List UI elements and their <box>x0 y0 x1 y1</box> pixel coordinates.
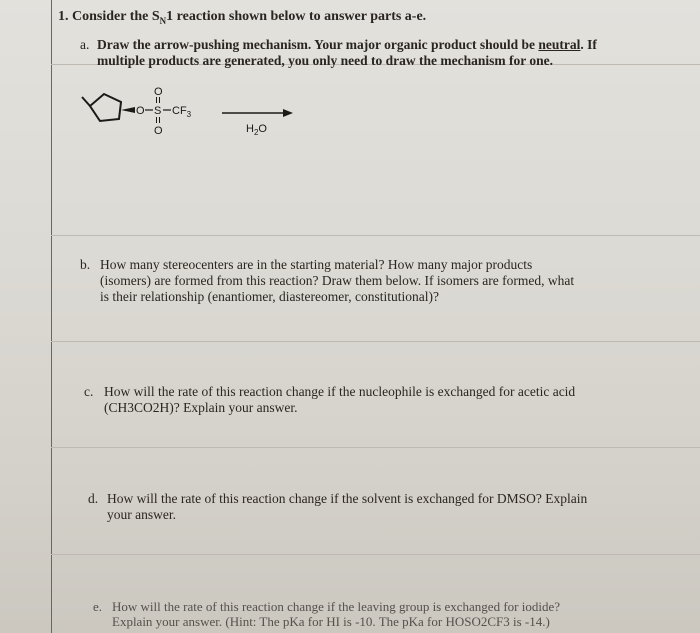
ruled-line <box>51 341 700 342</box>
question-intro-prefix: Consider the S <box>72 9 160 24</box>
oxygen-bottom: O <box>154 125 163 137</box>
question-header <box>58 9 426 29</box>
part-c-line1: How will the rate of this reaction change if the nucleophile is exchanged for acetic acid <box>104 384 576 399</box>
question-intro-sub: N <box>159 15 167 26</box>
part-a-letter: a. <box>80 37 90 52</box>
part-a-line2: multiple products are generated, you only need to draw the mechanism for one. <box>97 53 553 68</box>
part-d-letter: d. <box>88 491 99 506</box>
ruled-line <box>51 235 700 236</box>
part-b-line2: (isomers) are formed from this reaction? Draw them below. If isomers are formed, what <box>100 273 575 288</box>
o-linker: O <box>136 105 145 117</box>
part-a-line1-prefix: Draw the arrow-pushing mechanism. Your major organic product should be <box>97 37 539 52</box>
part-b-line1: How many stereocenters are in the starting material? How many major products <box>100 257 533 272</box>
reaction-scheme <box>80 80 310 152</box>
question-number: 1. <box>58 9 69 24</box>
reagent-label <box>246 123 267 137</box>
part-a-line1 <box>97 37 597 53</box>
part-d-line2: your answer. <box>107 507 176 522</box>
reagent-prefix: H <box>246 123 254 135</box>
part-b-line3: is their relationship (enantiomer, diastereomer, constitutional)? <box>100 289 439 304</box>
oxygen-top: O <box>154 86 163 98</box>
part-e-letter: e. <box>93 599 103 614</box>
part-a-emphasis: neutral <box>538 37 581 52</box>
wedge-bond <box>121 107 135 113</box>
ruled-line <box>51 554 700 555</box>
cf3-prefix: CF <box>172 105 187 117</box>
arrow-head <box>283 109 293 117</box>
ruled-line <box>51 447 700 448</box>
reagent-suffix: O <box>258 123 267 135</box>
cf3-group <box>172 105 192 119</box>
methyl-bond <box>82 97 90 106</box>
reagent-sub: 2 <box>253 128 259 137</box>
part-e-line1: How will the rate of this reaction change if the leaving group is exchanged for iodide? <box>112 599 560 614</box>
sulfur-atom: S <box>154 105 162 117</box>
part-c-line2: (CH3CO2H)? Explain your answer. <box>104 400 298 415</box>
part-b-letter: b. <box>80 257 91 272</box>
margin-line <box>51 0 52 633</box>
part-c-letter: c. <box>84 384 94 399</box>
part-e-line2: Explain your answer. (Hint: The pKa for HI is -10. The pKa for HOSO2CF3 is -14.) <box>112 614 550 629</box>
question-intro-suffix: 1 reaction shown below to answer parts a-e. <box>166 9 427 24</box>
cyclopentyl-ring <box>82 94 121 121</box>
part-a-line1-suffix: . If <box>580 37 597 52</box>
part-d-line1: How will the rate of this reaction change if the solvent is exchanged for DMSO? Explain <box>107 491 588 506</box>
cf3-sub: 3 <box>186 110 192 119</box>
